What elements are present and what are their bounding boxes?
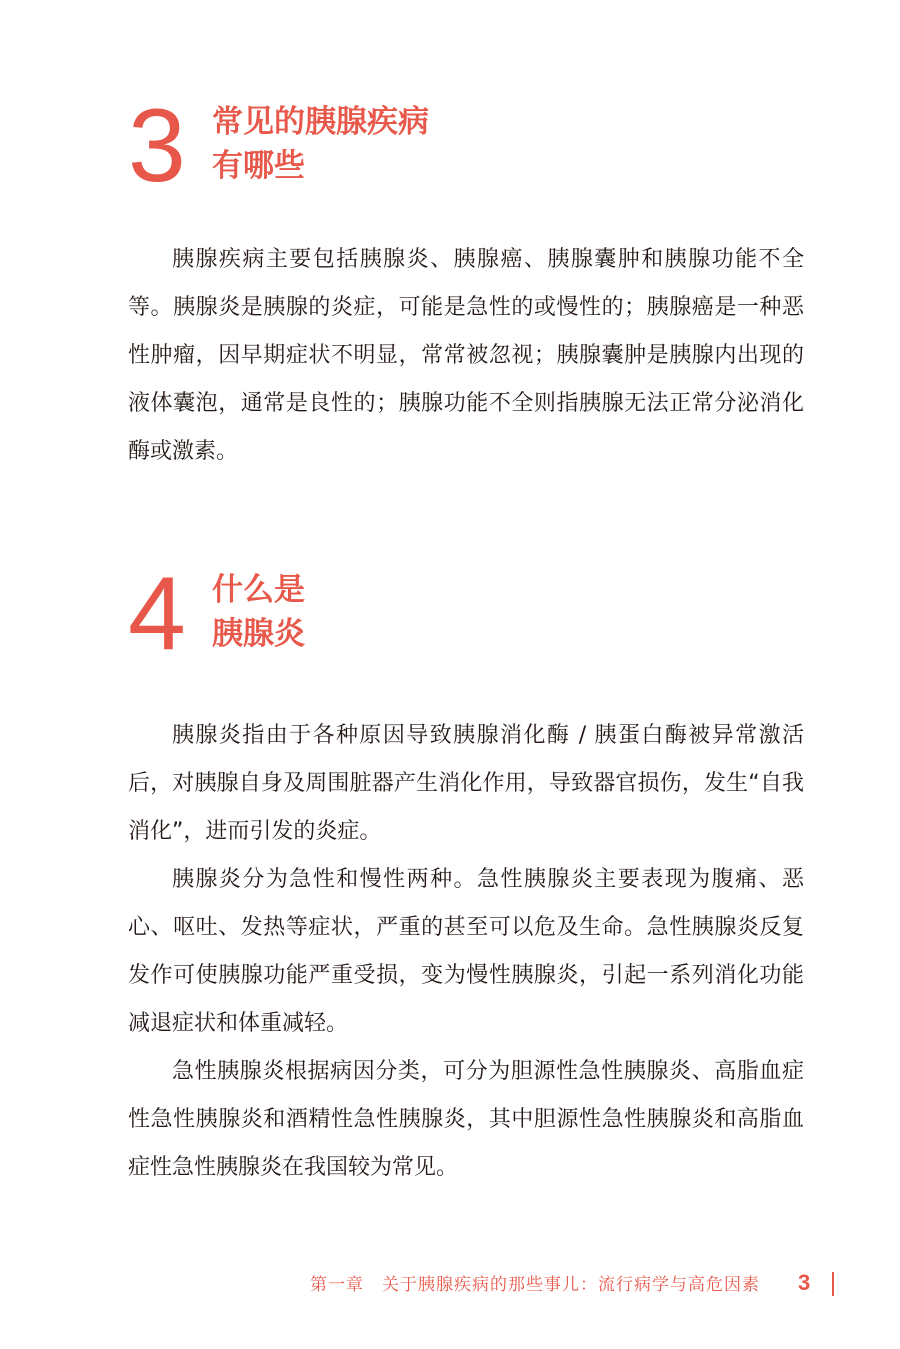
section-title-line: 什么是: [212, 572, 305, 608]
section-title-line: 胰腺炎: [212, 616, 305, 652]
section-number: 4: [128, 556, 186, 672]
footer-divider: [832, 1272, 834, 1296]
body-paragraph: 胰腺炎指由于各种原因导致胰腺消化酶 / 胰蛋白酶被异常激活后，对胰腺自身及周围脏器产生消化作用，导致器官损伤，发生“自我消化”，进而引发的炎症。: [128, 723, 804, 844]
page-footer: [0, 1270, 900, 1300]
section-number: 3: [128, 88, 186, 204]
page-number: 3: [798, 1270, 811, 1295]
section-title-line: 常见的胰腺疾病: [212, 104, 429, 140]
section-title: [212, 100, 429, 188]
body-paragraph: 急性胰腺炎根据病因分类，可分为胆源性急性胰腺炎、高脂血症性急性胰腺炎和酒精性急性胰腺炎，其中胆源性急性胰腺炎和高脂血症性急性胰腺炎在我国较为常见。: [128, 1059, 804, 1180]
section-title-line: 有哪些: [212, 148, 305, 184]
body-paragraph: 胰腺疾病主要包括胰腺炎、胰腺癌、胰腺囊肿和胰腺功能不全等。胰腺炎是胰腺的炎症，可能是急性的或慢性的；胰腺癌是一种恶性肿瘤，因早期症状不明显，常常被忽视；胰腺囊肿是胰腺内出现的液体囊泡，通常是良性的；胰腺功能不全则指胰腺无法正常分泌消化酶或激素。: [128, 247, 804, 464]
section-title: [212, 568, 305, 656]
running-footer-chapter: 第一章 关于胰腺疾病的那些事儿：流行病学与高危因素: [310, 1275, 760, 1295]
body-paragraph: 胰腺炎分为急性和慢性两种。急性胰腺炎主要表现为腹痛、恶心、呕吐、发热等症状，严重的甚至可以危及生命。急性胰腺炎反复发作可使胰腺功能严重受损，变为慢性胰腺炎，引起一系列消化功能减退症状和体重减轻。: [128, 867, 804, 1036]
